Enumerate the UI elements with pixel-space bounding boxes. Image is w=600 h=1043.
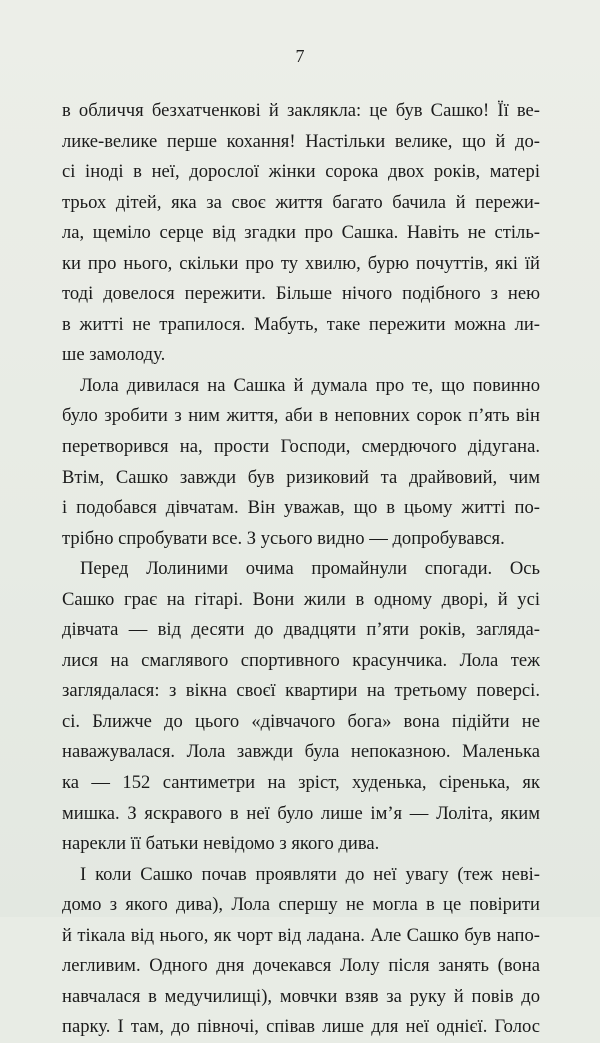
text-line: наважувалася. Лола завжди була непоказною. Маленька (62, 741, 540, 763)
text-line: Сашко грає на гітарі. Вони жили в одному дворі, й усі (62, 588, 540, 610)
page-number: 7 (295, 46, 305, 66)
text-line: дівчата — від десяти до двадцяти п’яти років, загляда- (62, 619, 540, 641)
text-line: навчалася в медучилищі), мовчки взяв за руку й повів до (62, 985, 540, 1007)
text-line: в обличчя безхатченкові й заклякла: це був Сашко! Її ве- (62, 100, 540, 121)
text-line: і подобався дівчатам. Він уважав, що в цьому житті по- (62, 497, 540, 519)
text-line: й тікала від нього, як чорт від ладана. Але Сашко був напо- (62, 924, 540, 946)
text-line: ше замолоду. (62, 344, 166, 366)
text-line: легливим. Одного дня дочекався Лолу після занять (вона (62, 955, 540, 977)
text-line: заглядалася: з вікна своєї квартири на третьому поверсі. (62, 680, 540, 702)
paragraph-2 (62, 371, 540, 554)
paragraph-1 (62, 96, 540, 371)
text-line: Перед Лолиними очима промайнули спогади. Ось (80, 558, 540, 580)
paragraph-4 (62, 860, 540, 1043)
text-line: парку. І там, до півночі, співав лише для неї однієї. Голос (62, 1016, 540, 1038)
text-line: перетворився на, прости Господи, смердючого дідугана. (62, 436, 540, 458)
text-line: Втім, Сашко завжди був ризиковий та драйвовий, чим (62, 466, 540, 488)
text-line: нарекли її батьки невідомо з якого дива. (62, 833, 380, 855)
text-line: лися на смаглявого спортивного красунчика. Лола теж (62, 649, 540, 671)
text-line: в житті не трапилося. Мабуть, таке пережити можна ли- (62, 313, 540, 335)
text-body (62, 96, 540, 1043)
text-line: мишка. З яскравого в неї було лише ім’я — Лоліта, яким (62, 802, 540, 824)
text-line: лике-велике перше кохання! Настільки велике, що й до- (62, 130, 540, 152)
text-line: ки про нього, скільки про ту хвилю, бурю почуттів, які їй (62, 252, 540, 274)
text-line: Лола дивилася на Сашка й думала про те, що повинно (80, 374, 540, 396)
text-line: трьох дітей, яка за своє життя багато бачила й пережи- (62, 191, 540, 213)
text-line: ка — 152 сантиметри на зріст, худенька, сіренька, як (62, 772, 540, 794)
text-line: І коли Сашко почав проявляти до неї увагу (теж неві- (80, 863, 540, 885)
text-line: сі іноді в неї, дорослої жінки сорока двох років, матері (62, 161, 540, 183)
text-line: трібно спробувати все. З усього видно — допробувався. (62, 527, 505, 549)
text-line: домо з якого дива), Лола спершу не могла в це повірити (62, 894, 540, 916)
text-line: сі. Ближче до цього «дівчачого бога» вона підійти не (62, 710, 540, 732)
text-line: було зробити з ним життя, аби в неповних сорок п’ять він (62, 405, 540, 427)
text-line: ла, щеміло серце від згадки про Сашка. Навіть не стіль- (62, 222, 540, 244)
paragraph-3 (62, 554, 540, 859)
text-line: тоді довелося пережити. Більше нічого подібного з нею (62, 283, 540, 305)
